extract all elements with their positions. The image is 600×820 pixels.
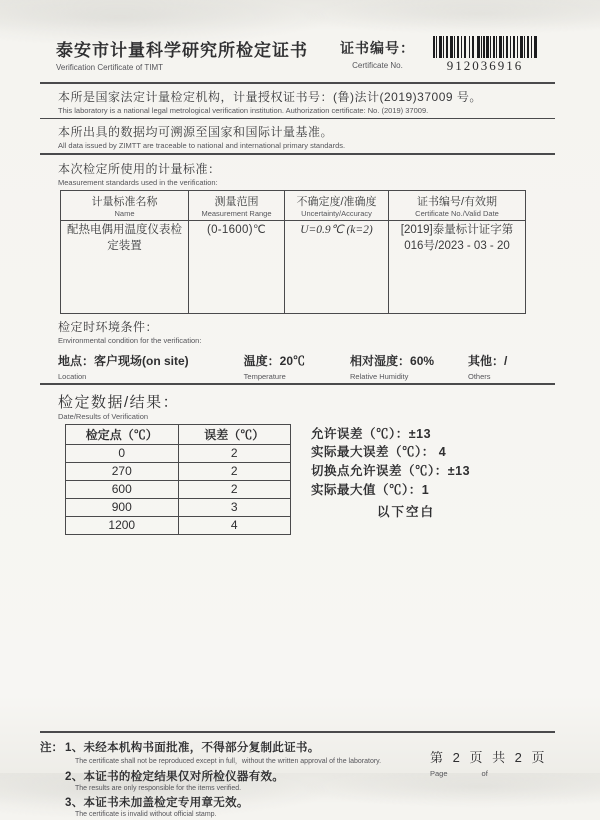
standards-row (61, 221, 526, 314)
environment-section-label-cn: 检定时环境条件： (58, 320, 159, 334)
results-row (66, 516, 291, 534)
footer-note: 3、本证书未加盖检定专用章无效。 The certificate is invalid without official stamp. (65, 796, 249, 818)
page-number-block (430, 739, 555, 820)
results-cell: 2 (178, 444, 291, 462)
certificate-header (56, 36, 555, 76)
standards-column-header: 测量范围 Measurement Range (189, 191, 285, 221)
results-row (66, 462, 291, 480)
standards-cell: [2019]泰量标计证字第016号/2023 - 03 - 20 (389, 221, 526, 314)
results-cell: 2 (178, 480, 291, 498)
results-cell: 2 (178, 462, 291, 480)
results-section-label-en: Date/Results of Verification (58, 411, 149, 421)
summary-line: 允许误差（℃）：±13 (311, 426, 432, 441)
summary-line: 实际最大值（℃）：1 (311, 482, 430, 497)
of-label: of (481, 768, 488, 778)
environment-item: 地点：客户现场(on site) Location (58, 354, 189, 381)
standards-cell: U=0.9℃ (k=2) (285, 221, 389, 314)
results-summary (311, 424, 501, 535)
environment-item: 相对湿度：60% Relative Humidity (350, 354, 435, 381)
results-area (65, 424, 555, 535)
summary-line: 实际最大误差（℃）： 4 (311, 445, 447, 460)
results-table (65, 424, 291, 535)
results-section-label (58, 391, 555, 421)
environment-item: 温度：20℃ Temperature (243, 354, 306, 381)
blank-area (40, 535, 555, 731)
divider (40, 153, 555, 155)
results-column-header: 误差（℃） (178, 424, 291, 444)
footer-note: 1、未经本机构书面批准，不得部分复制此证书。 The certificate shall not be reproduced except in full，without the written approval of the laboratory. (65, 741, 382, 765)
environment-item: 其他：/ Others (467, 354, 508, 381)
results-cell: 270 (66, 462, 179, 480)
statement-traceability (58, 123, 555, 150)
standards-cell: (0-1600)℃ (189, 221, 285, 314)
summary-line: 切换点允许误差（℃）：±13 (311, 464, 471, 478)
page-number-en (430, 769, 555, 778)
certificate-number-value: 912036916 (446, 58, 524, 73)
title-block (56, 36, 308, 72)
results-column-header: 检定点（℃） (66, 424, 179, 444)
results-row (66, 480, 291, 498)
environment-section-label-en: Environmental condition for the verification: (58, 336, 202, 345)
page-title: 泰安市计量科学研究所检定证书 (56, 41, 308, 60)
results-row (66, 498, 291, 516)
statement-authorization-en: This laboratory is a national legal metrological verification institution. Authorization certificate: No. (2019) 37009. (58, 106, 429, 115)
results-cell: 1200 (66, 516, 179, 534)
divider (40, 118, 555, 119)
standards-cell: 配热电偶用温度仪表检定装置 (61, 221, 189, 314)
barcode-block (433, 36, 537, 74)
certificate-number-label: 证书编号： (340, 40, 415, 56)
statement-traceability-cn: 本所出具的数据均可溯源至国家和国际计量基准。 (58, 125, 334, 139)
results-cell: 4 (178, 516, 291, 534)
barcode-icon (433, 36, 537, 58)
standards-section-label (58, 160, 555, 187)
results-cell: 0 (66, 444, 179, 462)
footer-note: 2、本证书的检定结果仅对所检仪器有效。 The results are only responsible for the items verified. (65, 770, 285, 792)
certificate-footer (40, 739, 555, 820)
statement-traceability-en: All data issued by ZIMTT are traceable to national and international primary standards. (58, 141, 346, 150)
results-section-label-cn: 检定数据/结果： (58, 393, 180, 411)
results-cell: 600 (66, 480, 179, 498)
notes-block (40, 739, 381, 820)
divider (40, 82, 555, 84)
statement-authorization (58, 88, 555, 115)
environment-conditions-row (58, 352, 555, 381)
certificate-number-label-en: Certificate No. (352, 61, 403, 70)
standards-column-header: 计量标准名称 Name (61, 191, 189, 221)
standards-section-label-en: Measurement standards used in the verification: (58, 178, 218, 187)
statement-authorization-cn: 本所是国家法定计量检定机构，计量授权证书号：(鲁)法计(2019)37009 号。 (58, 90, 482, 104)
page-label: Page (430, 768, 448, 778)
notes-label: 注： (40, 741, 63, 754)
divider (40, 731, 555, 733)
results-cell: 900 (66, 498, 179, 516)
standards-section-label-cn: 本次检定所使用的计量标准： (58, 162, 221, 176)
certificate-number-label-block (340, 36, 415, 70)
page-number: 第 2 页 共 2 页 (430, 749, 548, 765)
results-row (66, 444, 291, 462)
standards-column-header: 不确定度/准确度 Uncertainty/Accuracy (285, 191, 389, 221)
divider (40, 383, 555, 385)
measurement-standards-table (60, 190, 526, 314)
environment-section-label (58, 318, 555, 345)
blank-below-note: 以下空白 (376, 504, 435, 519)
page-title-en: Verification Certificate of TIMT (56, 63, 163, 72)
results-cell: 3 (178, 498, 291, 516)
standards-column-header: 证书编号/有效期 Certificate No./Valid Date (389, 191, 526, 221)
